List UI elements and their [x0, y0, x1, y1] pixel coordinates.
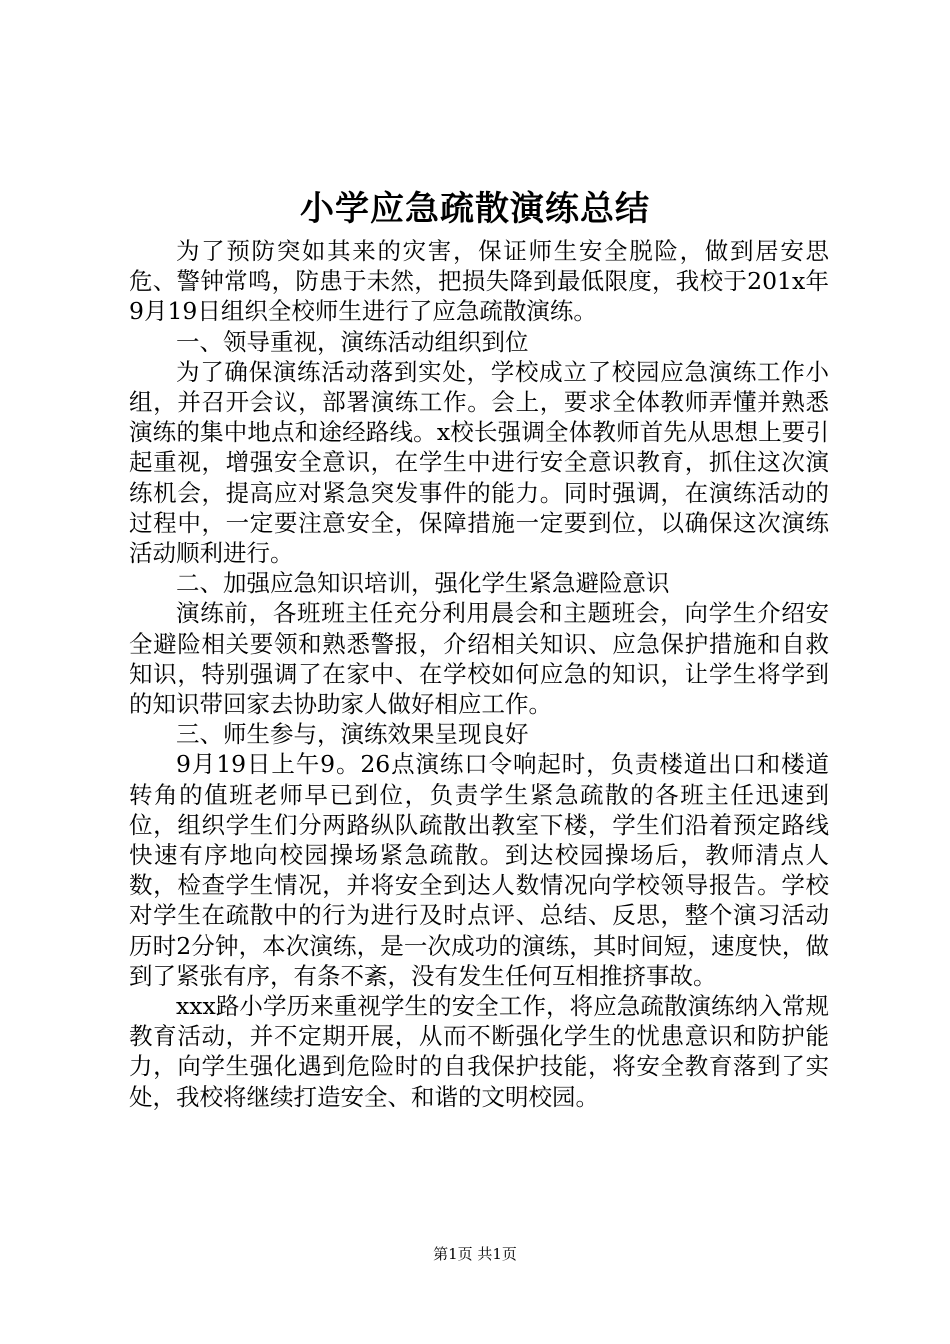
document-body: [129, 236, 829, 1112]
section-paragraph-2: 演练前，各班班主任充分利用晨会和主题班会，向学生介绍安全避险相关要领和熟悉警报，介绍相关知识、应急保护措施和自救知识，特别强调了在家中、在学校如何应急的知识，让学生将学到的知识带回家去协助家人做好相应工作。: [129, 599, 829, 719]
section-paragraph-3: 9月19日上午9。26点演练口令响起时，负责楼道出口和楼道转角的值班老师早已到位，负责学生紧急疏散的各班主任迅速到位，组织学生们分两路纵队疏散出教室下楼，学生们沿着预定路线快速有序地向校园操场紧急疏散。到达校园操场后，教师清点人数，检查学生情况，并将安全到达人数情况向学校领导报告。学校对学生在疏散中的行为进行及时点评、总结、反思，整个演习活动历时2分钟，本次演练，是一次成功的演练，其时间短，速度快，做到了紧张有序，有条不紊，没有发生任何互相推挤事故。: [129, 750, 829, 990]
section-heading-3: 三、师生参与，演练效果呈现良好: [176, 720, 529, 749]
closing-paragraph: xxx路小学历来重视学生的安全工作，将应急疏散演练纳入常规教育活动，并不定期开展，从而不断强化学生的忧患意识和防护能力，向学生强化遇到危险时的自我保护技能，将安全教育落到了实处，我校将继续打造安全、和谐的文明校园。: [129, 992, 829, 1111]
intro-paragraph: 为了预防突如其来的灾害，保证师生安全脱险，做到居安思危、警钟常鸣，防患于未然，把损失降到最低限度，我校于201x年9月19日组织全校师生进行了应急疏散演练。: [129, 237, 829, 326]
page-number-footer: 第1页 共1页: [433, 1245, 517, 1263]
section-paragraph-1: 为了确保演练活动落到实处，学校成立了校园应急演练工作小组，并召开会议，部署演练工作。会上，要求全体教师弄懂并熟悉演练的集中地点和途经路线。x校长强调全体教师首先从思想上要引起重视，增强安全意识，在学生中进行安全意识教育，抓住这次演练机会，提高应对紧急突发事件的能力。同时强调，在演练活动的过程中，一定要注意安全，保障措施一定要到位，以确保这次演练活动顺利进行。: [129, 357, 829, 568]
section-heading-1: 一、领导重视，演练活动组织到位: [176, 327, 529, 356]
section-heading-2: 二、加强应急知识培训，强化学生紧急避险意识: [176, 569, 670, 598]
document-title: 小学应急疏散演练总结: [300, 189, 650, 229]
